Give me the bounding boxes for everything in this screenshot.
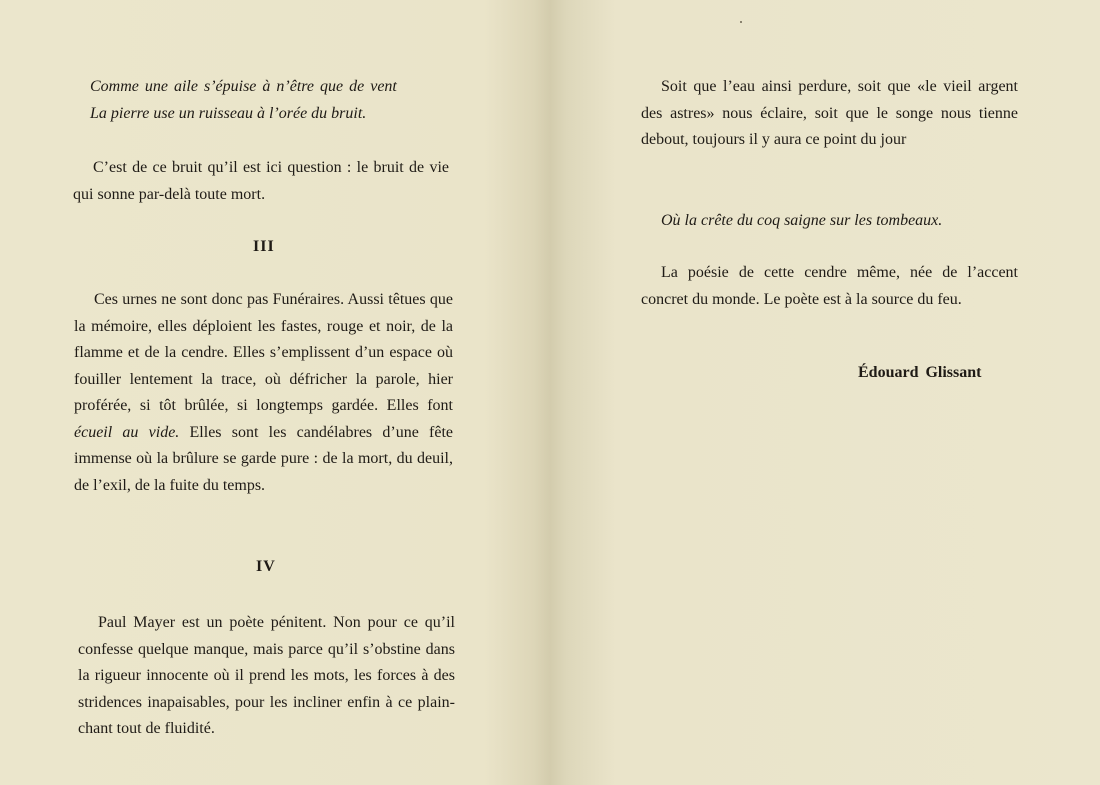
paragraph xyxy=(74,287,453,499)
section-number: III xyxy=(253,238,275,255)
verse-line: Où la crête du coq saigne sur les tombeaux. xyxy=(661,212,943,229)
paragraph-text: Elles sont les candélabres d’une fête immense où la brûlure se garde pure : de la mort, du deuil, de l’exil, de la fuite du temps. xyxy=(74,423,454,494)
author-signature: Édouard Glissant xyxy=(858,364,982,381)
epigraph-line: La pierre use un ruisseau à l’orée du bruit. xyxy=(90,104,367,122)
paragraph: Soit que l’eau ainsi perdure, soit que «le vieil argent des astres» nous éclaire, soit que le songe nous tienne debout, toujours il y aura ce point du jour xyxy=(641,78,1018,148)
italic-verse xyxy=(661,208,1021,235)
epigraph xyxy=(90,74,470,127)
paragraph-italic-text: écueil au vide. xyxy=(74,423,180,441)
paper-speck xyxy=(740,21,742,23)
paragraph: Paul Mayer est un poète pénitent. Non pour ce qu’il confesse quelque manque, mais parce qu’il s’obstine dans la rigueur innocente où il prend les mots, les forces à des stridences inapaisables, pour les incliner enfin à ce plain-chant tout de fluidité. xyxy=(78,614,455,737)
paragraph-text: Ces urnes ne sont donc pas Funéraires. Aussi têtues que la mémoire, elles déploient les fastes, rouge et noir, de la flamme et de la cendre. Elles s’emplissent d’un espace où fouiller lentement la trace, où défricher la parole, hier proférée, si tôt brûlée, si longtemps gardée. Elles font xyxy=(74,291,453,414)
section-number: IV xyxy=(256,558,276,575)
paragraph: C’est de ce bruit qu’il est ici question : le bruit de vie qui sonne par-delà toute mort. xyxy=(73,159,449,203)
paragraph: La poésie de cette cendre même, née de l’accent concret du monde. Le poète est à la source du feu. xyxy=(641,264,1018,308)
right-page xyxy=(550,0,1100,785)
epigraph-line: Comme une aile s’épuise à n’être que de vent xyxy=(90,78,397,95)
